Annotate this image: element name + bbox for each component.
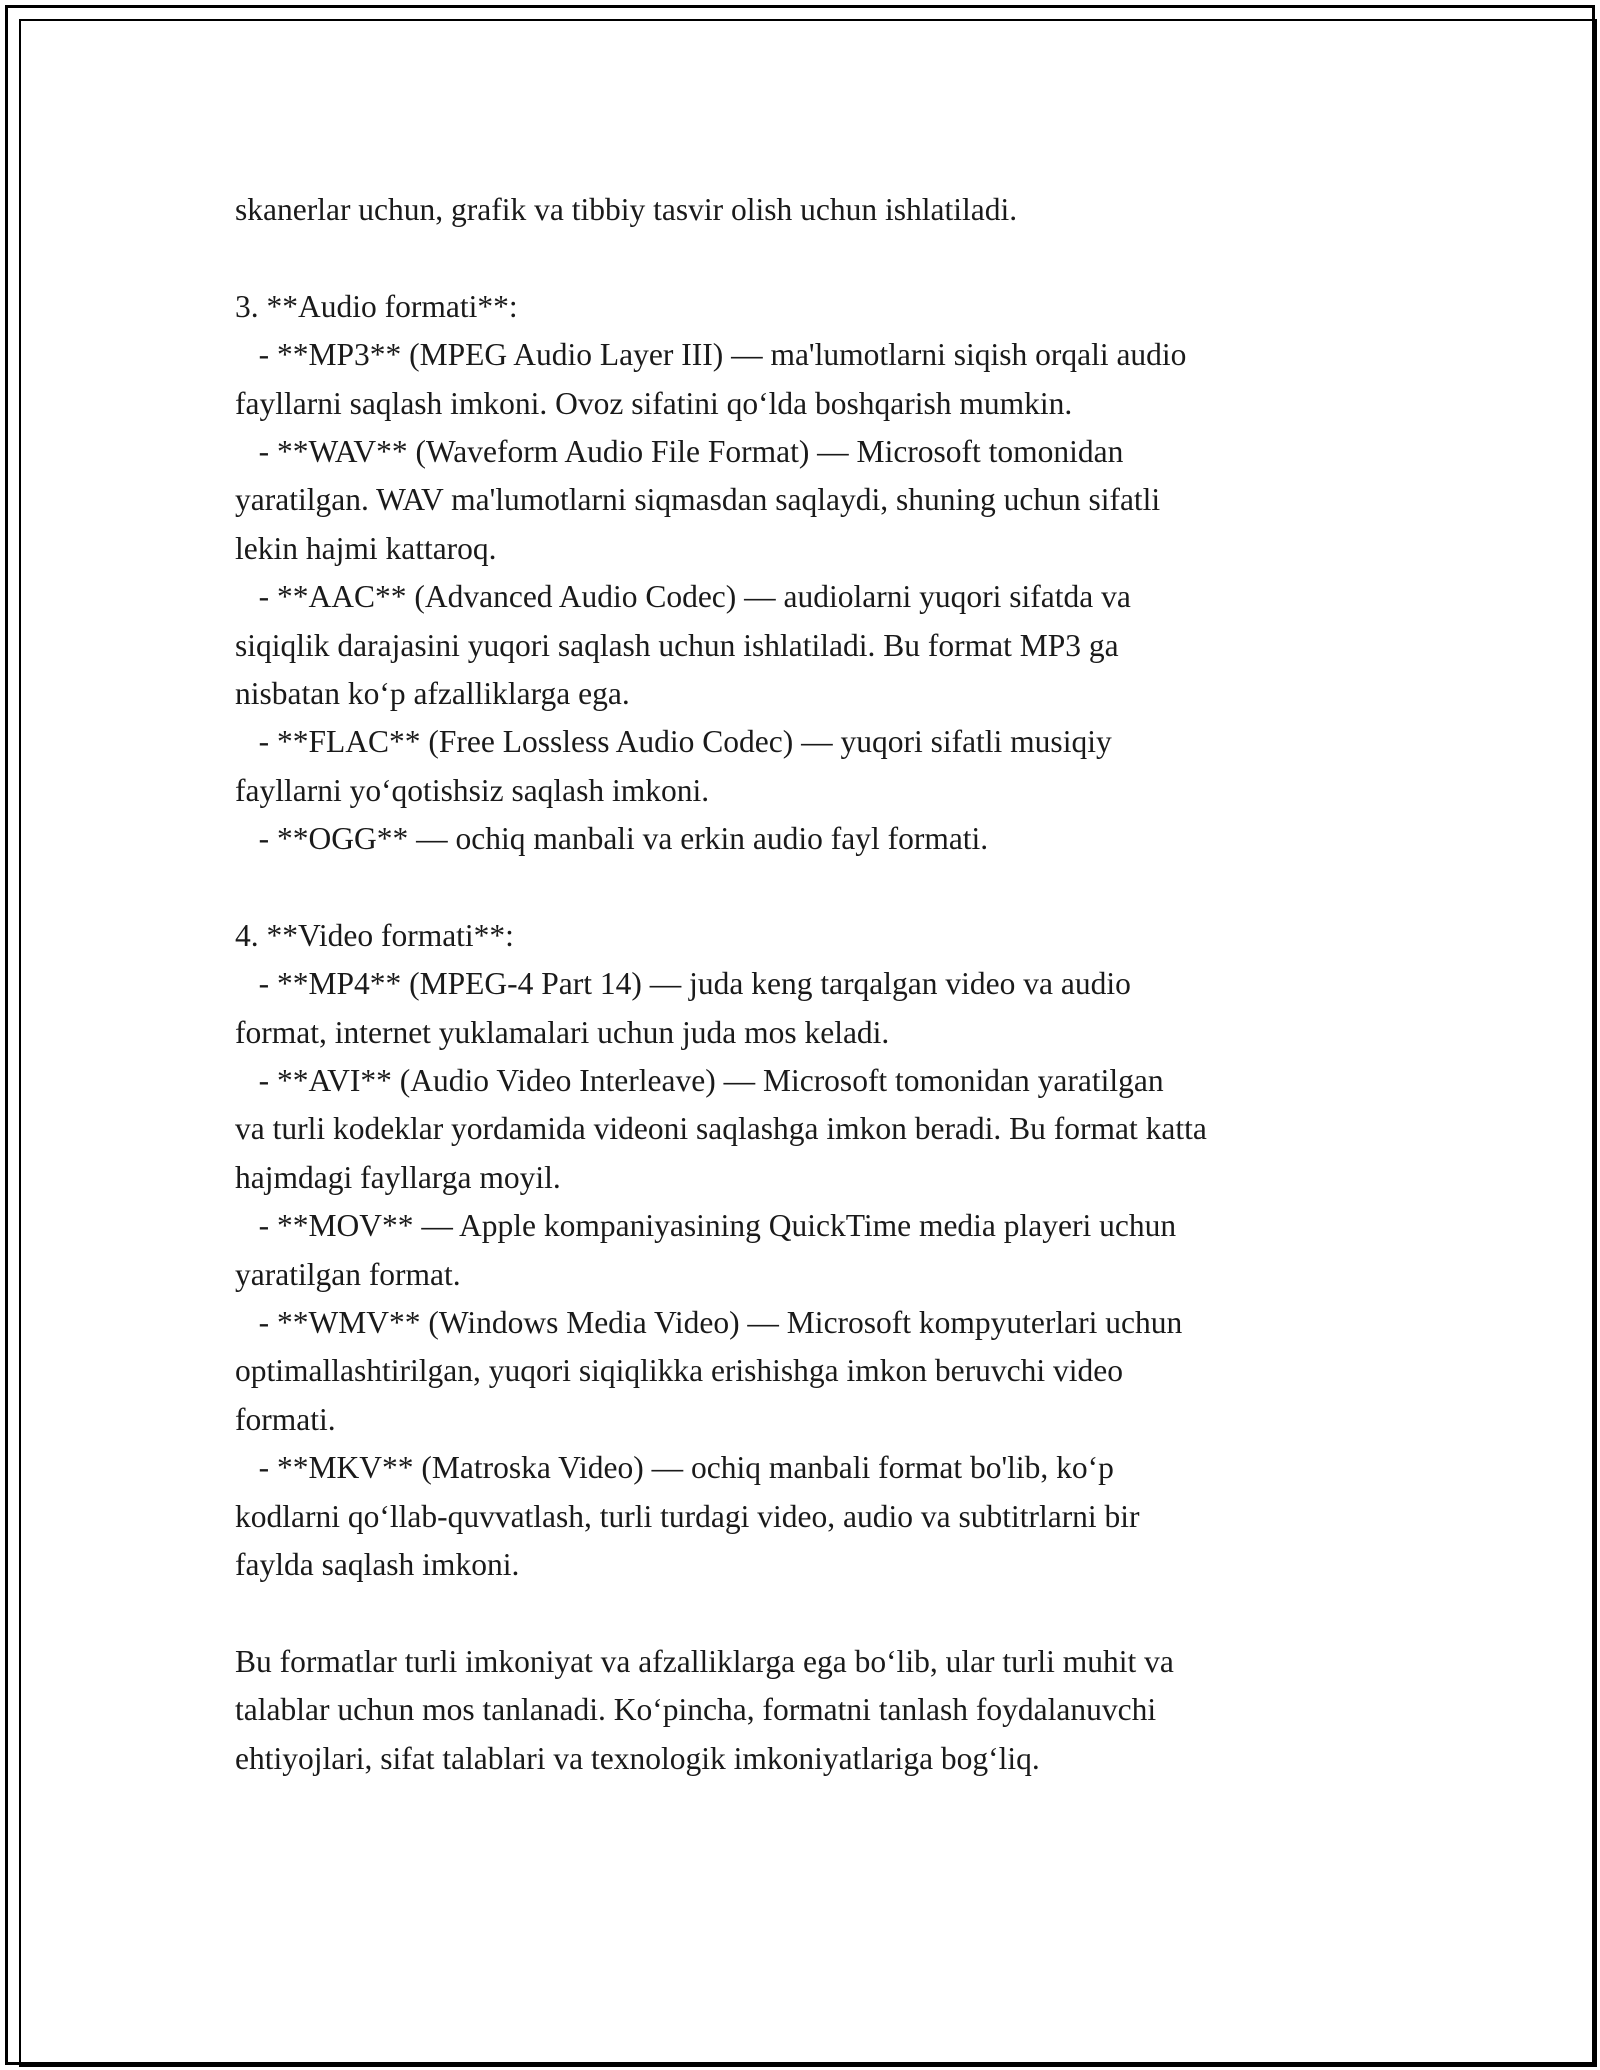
list-item-avi: - **AVI** (Audio Video Interleave) — Microsoft tomonidan yaratilgan bbox=[235, 1063, 1164, 1099]
text-line: format, internet yuklamalari uchun juda mos keladi. bbox=[235, 1014, 890, 1050]
blank-line bbox=[235, 1589, 1395, 1637]
text-line: siqiqlik darajasini yuqori saqlash uchun ishlatiladi. Bu format MP3 ga bbox=[235, 627, 1119, 663]
text-line: lekin hajmi kattaroq. bbox=[235, 530, 497, 566]
text-line: formati. bbox=[235, 1401, 336, 1437]
blank-line bbox=[235, 863, 1395, 911]
text-line: skanerlar uchun, grafik va tibbiy tasvir olish uchun ishlatiladi. bbox=[235, 192, 1018, 227]
list-item-aac: - **AAC** (Advanced Audio Codec) — audiolarni yuqori sifatda va bbox=[235, 579, 1131, 615]
conclusion-line: ehtiyojlari, sifat talablari va texnologik imkoniyatlariga bog‘liq. bbox=[235, 1740, 1040, 1776]
text-line: hajmdagi fayllarga moyil. bbox=[235, 1159, 561, 1195]
list-item-flac: - **FLAC** (Free Lossless Audio Codec) — yuqori sifatli musiqiy bbox=[235, 724, 1112, 760]
list-item-mkv: - **MKV** (Matroska Video) — ochiq manbali format bo'lib, ko‘p bbox=[235, 1450, 1114, 1486]
text-line: yaratilgan. WAV ma'lumotlarni siqmasdan saqlaydi, shuning uchun sifatli bbox=[235, 482, 1161, 518]
list-item-mp3: - **MP3** (MPEG Audio Layer III) — ma'lumotlarni siqish orqali audio bbox=[235, 337, 1187, 373]
list-item-mp4: - **MP4** (MPEG-4 Part 14) — juda keng tarqalgan video va audio bbox=[235, 966, 1131, 1002]
text-line: yaratilgan format. bbox=[235, 1256, 461, 1292]
conclusion-line: talablar uchun mos tanlanadi. Ko‘pincha, formatni tanlash foydalanuvchi bbox=[235, 1692, 1157, 1728]
list-item-ogg: - **OGG** — ochiq manbali va erkin audio fayl formati. bbox=[235, 821, 989, 857]
text-line: fayllarni yo‘qotishsiz saqlash imkoni. bbox=[235, 772, 710, 808]
document-body bbox=[235, 186, 1395, 1783]
conclusion-line: Bu formatlar turli imkoniyat va afzalliklarga ega bo‘lib, ular turli muhit va bbox=[235, 1643, 1174, 1679]
text-line: va turli kodeklar yordamida videoni saqlashga imkon beradi. Bu format katta bbox=[235, 1111, 1207, 1147]
section-heading-audio: 3. **Audio formati**: bbox=[235, 288, 518, 324]
list-item-wmv: - **WMV** (Windows Media Video) — Microsoft kompyuterlari uchun bbox=[235, 1304, 1183, 1340]
text-line: faylda saqlash imkoni. bbox=[235, 1546, 520, 1582]
section-heading-video: 4. **Video formati**: bbox=[235, 917, 514, 953]
blank-line bbox=[235, 234, 1395, 282]
list-item-wav: - **WAV** (Waveform Audio File Format) — Microsoft tomonidan bbox=[235, 433, 1124, 469]
list-item-mov: - **MOV** — Apple kompaniyasining QuickTime media playeri uchun bbox=[235, 1208, 1177, 1244]
text-line: optimallashtirilgan, yuqori siqiqlikka erishishga imkon beruvchi video bbox=[235, 1353, 1123, 1389]
text-line: kodlarni qo‘llab-quvvatlash, turli turdagi video, audio va subtitrlarni bir bbox=[235, 1498, 1140, 1534]
text-line: nisbatan ko‘p afzalliklarga ega. bbox=[235, 675, 630, 711]
text-line: fayllarni saqlash imkoni. Ovoz sifatini qo‘lda boshqarish mumkin. bbox=[235, 385, 1073, 421]
